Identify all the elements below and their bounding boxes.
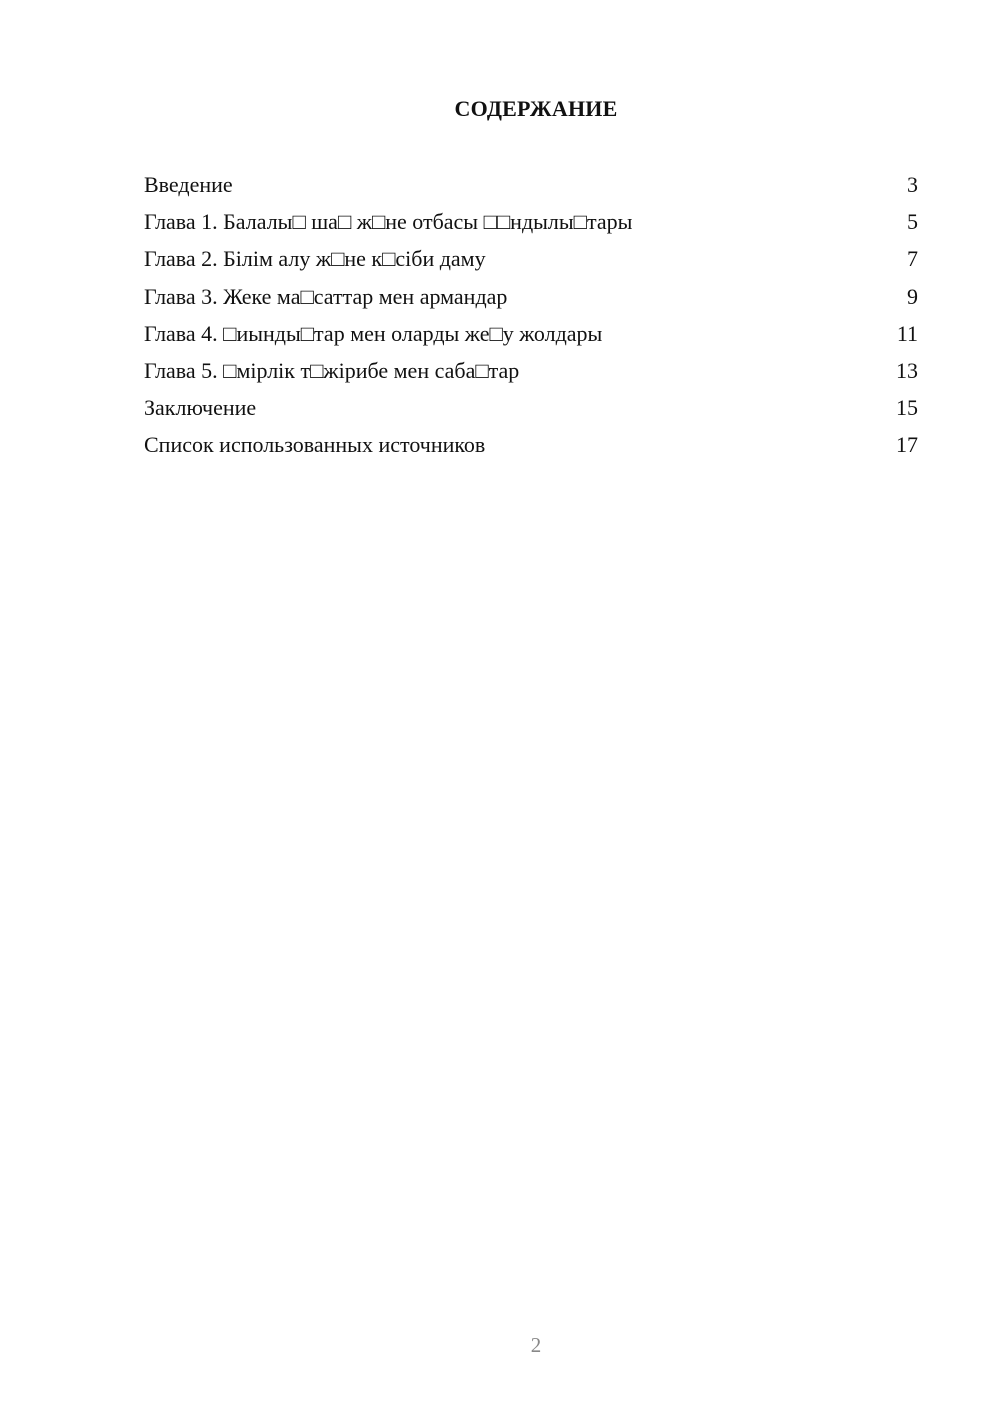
toc-entry-conclusion [144, 391, 918, 428]
toc-entry-page: 13 [896, 357, 918, 383]
toc-entry-page: 17 [896, 432, 918, 458]
toc-entry-introduction [144, 168, 918, 205]
toc-entry-page: 5 [907, 209, 918, 235]
toc-entry-page: 3 [907, 172, 918, 197]
toc-entry-label: Глава 2. Білім алу ж□не к□сіби даму [144, 246, 486, 272]
toc-entry-references [144, 428, 918, 465]
toc-entry-chapter-5 [144, 354, 918, 391]
toc-entry-chapter-3 [144, 280, 918, 317]
toc-entry-label: Глава 5. □мірлік т□жірибе мен саба□тар [144, 357, 520, 383]
toc-entry-label: Список использованных источников [144, 432, 486, 458]
toc-entry-page: 9 [907, 283, 918, 309]
toc-entry-page: 15 [896, 395, 918, 421]
toc-entry-label: Глава 1. Балалы□ ша□ ж□не отбасы □□ндылы□тары [144, 209, 633, 235]
toc-entry-label: Глава 4. □иынды□тар мен оларды же□у жолдары [144, 320, 603, 346]
toc-entry-chapter-1 [144, 205, 918, 242]
page-number: 2 [530, 1333, 542, 1357]
toc-entry-label: Введение [144, 172, 233, 197]
table-of-contents [144, 168, 918, 466]
toc-entry-chapter-2 [144, 242, 918, 279]
toc-entry-chapter-4 [144, 317, 918, 354]
toc-entry-page: 11 [896, 320, 918, 346]
toc-entry-label: Заключение [144, 395, 257, 421]
toc-entry-label: Глава 3. Жеке ма□саттар мен армандар [144, 283, 508, 309]
toc-entry-page: 7 [907, 246, 918, 272]
page-title: СОДЕРЖАНИЕ [454, 96, 618, 121]
